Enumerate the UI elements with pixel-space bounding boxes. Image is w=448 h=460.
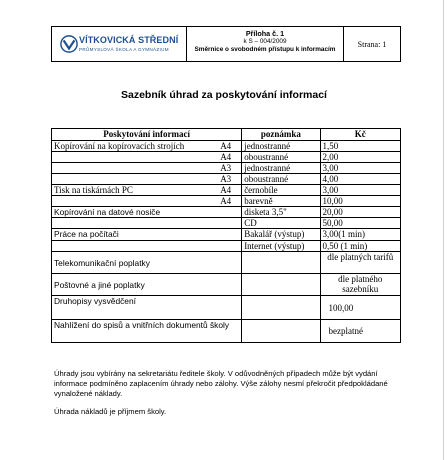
row-price: 2,00 (320, 152, 400, 163)
page-title: Sazebník úhrad za poskytování informací (121, 89, 327, 101)
table-row (52, 163, 401, 174)
school-emblem-icon (60, 35, 78, 53)
row-size: A4 (220, 141, 232, 151)
row-note: oboustranné (242, 174, 320, 185)
row-label: Telekomunikační poplatky (52, 252, 242, 274)
table-row (52, 174, 401, 185)
table-row (52, 320, 401, 343)
table-row (52, 252, 401, 274)
table-row (52, 274, 401, 296)
row-note: Bakalář (výstup) (242, 229, 320, 241)
table-row (52, 229, 401, 241)
table-row (52, 241, 401, 252)
row-note: oboustranné (242, 152, 320, 163)
row-label: Druhopisy vysvědčení (52, 296, 242, 320)
row-note: černobíle (242, 185, 320, 196)
column-header-service: Poskytování informací (52, 129, 242, 141)
row-price: 4,00 (320, 174, 400, 185)
row-price: 1,50 (320, 141, 400, 152)
row-note: CD (242, 218, 320, 229)
row-price: 0,50 (1 min) (320, 241, 400, 252)
row-note: jednostranné (242, 141, 320, 152)
row-price: dle platného sazebníku (320, 274, 400, 296)
row-note: jednostranné (242, 163, 320, 174)
row-price: 100,00 (320, 296, 400, 320)
table-row (52, 218, 401, 229)
row-price: 10,00 (320, 196, 400, 207)
row-label: Kopírování na kopírovacích strojích (54, 141, 185, 151)
table-row (52, 207, 401, 218)
school-logo (52, 27, 187, 61)
note-paragraph: Úhrada nákladů je příjmem školy. (54, 406, 167, 416)
row-size: A4 (220, 185, 232, 195)
row-size: A4 (220, 152, 232, 162)
doc-subject: Směrnice o svobodném přístupu k informacím (194, 46, 336, 53)
table-row (52, 185, 401, 196)
column-header-note: poznámka (242, 129, 320, 141)
column-header-price: Kč (320, 129, 400, 141)
row-size: A3 (220, 163, 232, 173)
note-paragraph: Úhrady jsou vybírány na sekretariátu ředitele školy. V odůvodněných případech může být vydání informace podmíněno zaplacením úhrady nebo zálohy. Výše zálohy nesmí překročit předpokládané vynaložené náklady. (54, 369, 388, 399)
row-size: A4 (220, 196, 232, 206)
table-row (52, 141, 401, 152)
row-label: Nahlížení do spisů a vnitřních dokumentů školy (52, 320, 242, 343)
row-price: 3,00 (320, 163, 400, 174)
doc-title: Příloha č. 1 (245, 29, 285, 38)
row-price: 50,00 (320, 218, 400, 229)
row-note (242, 320, 320, 343)
row-price: 20,00 (320, 207, 400, 218)
logo-name: VÍTKOVICKÁ STŘEDNÍ (79, 35, 179, 45)
row-price: 3,00 (320, 185, 400, 196)
table-row (52, 196, 401, 207)
document-info (187, 27, 344, 61)
row-label (52, 218, 242, 229)
row-price: 3,00(1 min) (320, 229, 400, 241)
document-header (51, 26, 401, 62)
row-price: bezplatné (320, 320, 400, 343)
row-note (242, 252, 320, 274)
page-edge (443, 0, 444, 460)
row-label (52, 241, 242, 252)
page-number: Strana: 1 (357, 39, 387, 49)
logo-subtitle: PRŮMYSLOVÁ ŠKOLA A GYMNÁZIUM (79, 47, 169, 52)
doc-number: k S – 004/2009 (243, 38, 287, 45)
fee-table (51, 128, 401, 343)
row-price: dle platných tarifů (320, 252, 400, 274)
table-header-row (52, 129, 401, 141)
table-row (52, 296, 401, 320)
table-row (52, 152, 401, 163)
row-size: A3 (220, 174, 232, 184)
row-note (242, 296, 320, 320)
row-note (242, 274, 320, 296)
row-note: barevně (242, 196, 320, 207)
row-label: Tisk na tiskárnách PC (54, 185, 133, 195)
row-note: Internet (výstup) (242, 241, 320, 252)
notes (54, 369, 398, 424)
row-label: Kopírování na datové nosiče (52, 207, 242, 218)
row-label: Práce na počítači (52, 229, 242, 241)
row-note: disketa 3,5" (242, 207, 320, 218)
row-label: Poštovné a jiné poplatky (52, 274, 242, 296)
